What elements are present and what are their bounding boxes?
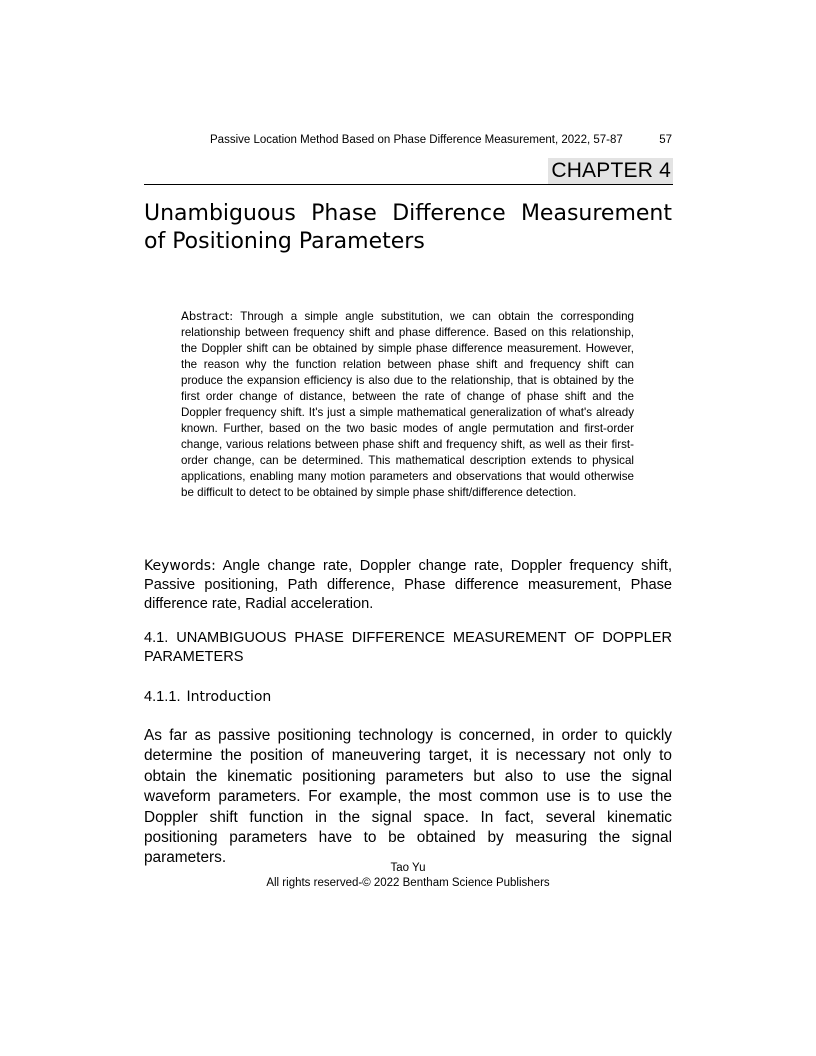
abstract-text: Through a simple angle substitution, we can obtain the corresponding relationship between frequency shift and phase difference. Based on this relationship, the Doppler shift can be obtained by simple phase difference measurement. However, the reason why the function relation between phase shift and frequency shift can produce the expansion efficiency is also due to the relationship, that is obtained by the first order change of distance, between the rate of change of phase shift and the Doppler frequency shift. It's just a simple mathematical generalization of what's already known. Further, based on the two basic modes of angle permutation and first-order change, various relations between phase shift and frequency shift, as well as their first-order change, can be determined. This mathematical description extends to physical applications, enabling many motion parameters and observations that would otherwise be difficult to detect to be obtained by simple phase shift/difference detection. xyxy=(181,310,634,499)
subsection-number: 4.1.1. xyxy=(144,689,181,705)
keywords-label: Keywords: xyxy=(144,558,216,574)
page-footer xyxy=(144,861,672,890)
keywords-text: Angle change rate, Doppler change rate, Doppler frequency shift, Passive positioning, Path difference, Phase difference measurement, Phase difference rate, Radial acceleration. xyxy=(144,558,673,612)
intro-paragraph: As far as passive positioning technology is concerned, in order to quickly determine the position of maneuvering target, it is necessary not only to obtain the kinematic positioning parameters but also to use the signal waveform parameters. For example, the most common use is to use the Doppler shift function in the signal space. In fact, several kinematic positioning parameters have to be obtained by measuring the signal parameters. xyxy=(144,727,672,867)
abstract xyxy=(181,308,634,501)
chapter-divider xyxy=(144,184,673,185)
page-number: 57 xyxy=(659,134,672,146)
running-header-title: Passive Location Method Based on Phase Difference Measurement, 2022, 57-87 xyxy=(210,134,623,146)
keywords xyxy=(144,557,672,614)
subsection-heading xyxy=(144,688,271,707)
chapter-label: CHAPTER 4 xyxy=(548,158,673,184)
footer-author: Tao Yu xyxy=(390,862,426,874)
subsection-title: Introduction xyxy=(186,689,272,705)
abstract-label: Abstract: xyxy=(181,309,234,323)
footer-rights: All rights reserved-© 2022 Bentham Science Publishers xyxy=(266,876,550,889)
section-heading: 4.1. UNAMBIGUOUS PHASE DIFFERENCE MEASUREMENT OF DOPPLER PARAMETERS xyxy=(144,630,672,665)
chapter-title: Unambiguous Phase Difference Measurement of Positioning Parameters xyxy=(144,201,672,254)
